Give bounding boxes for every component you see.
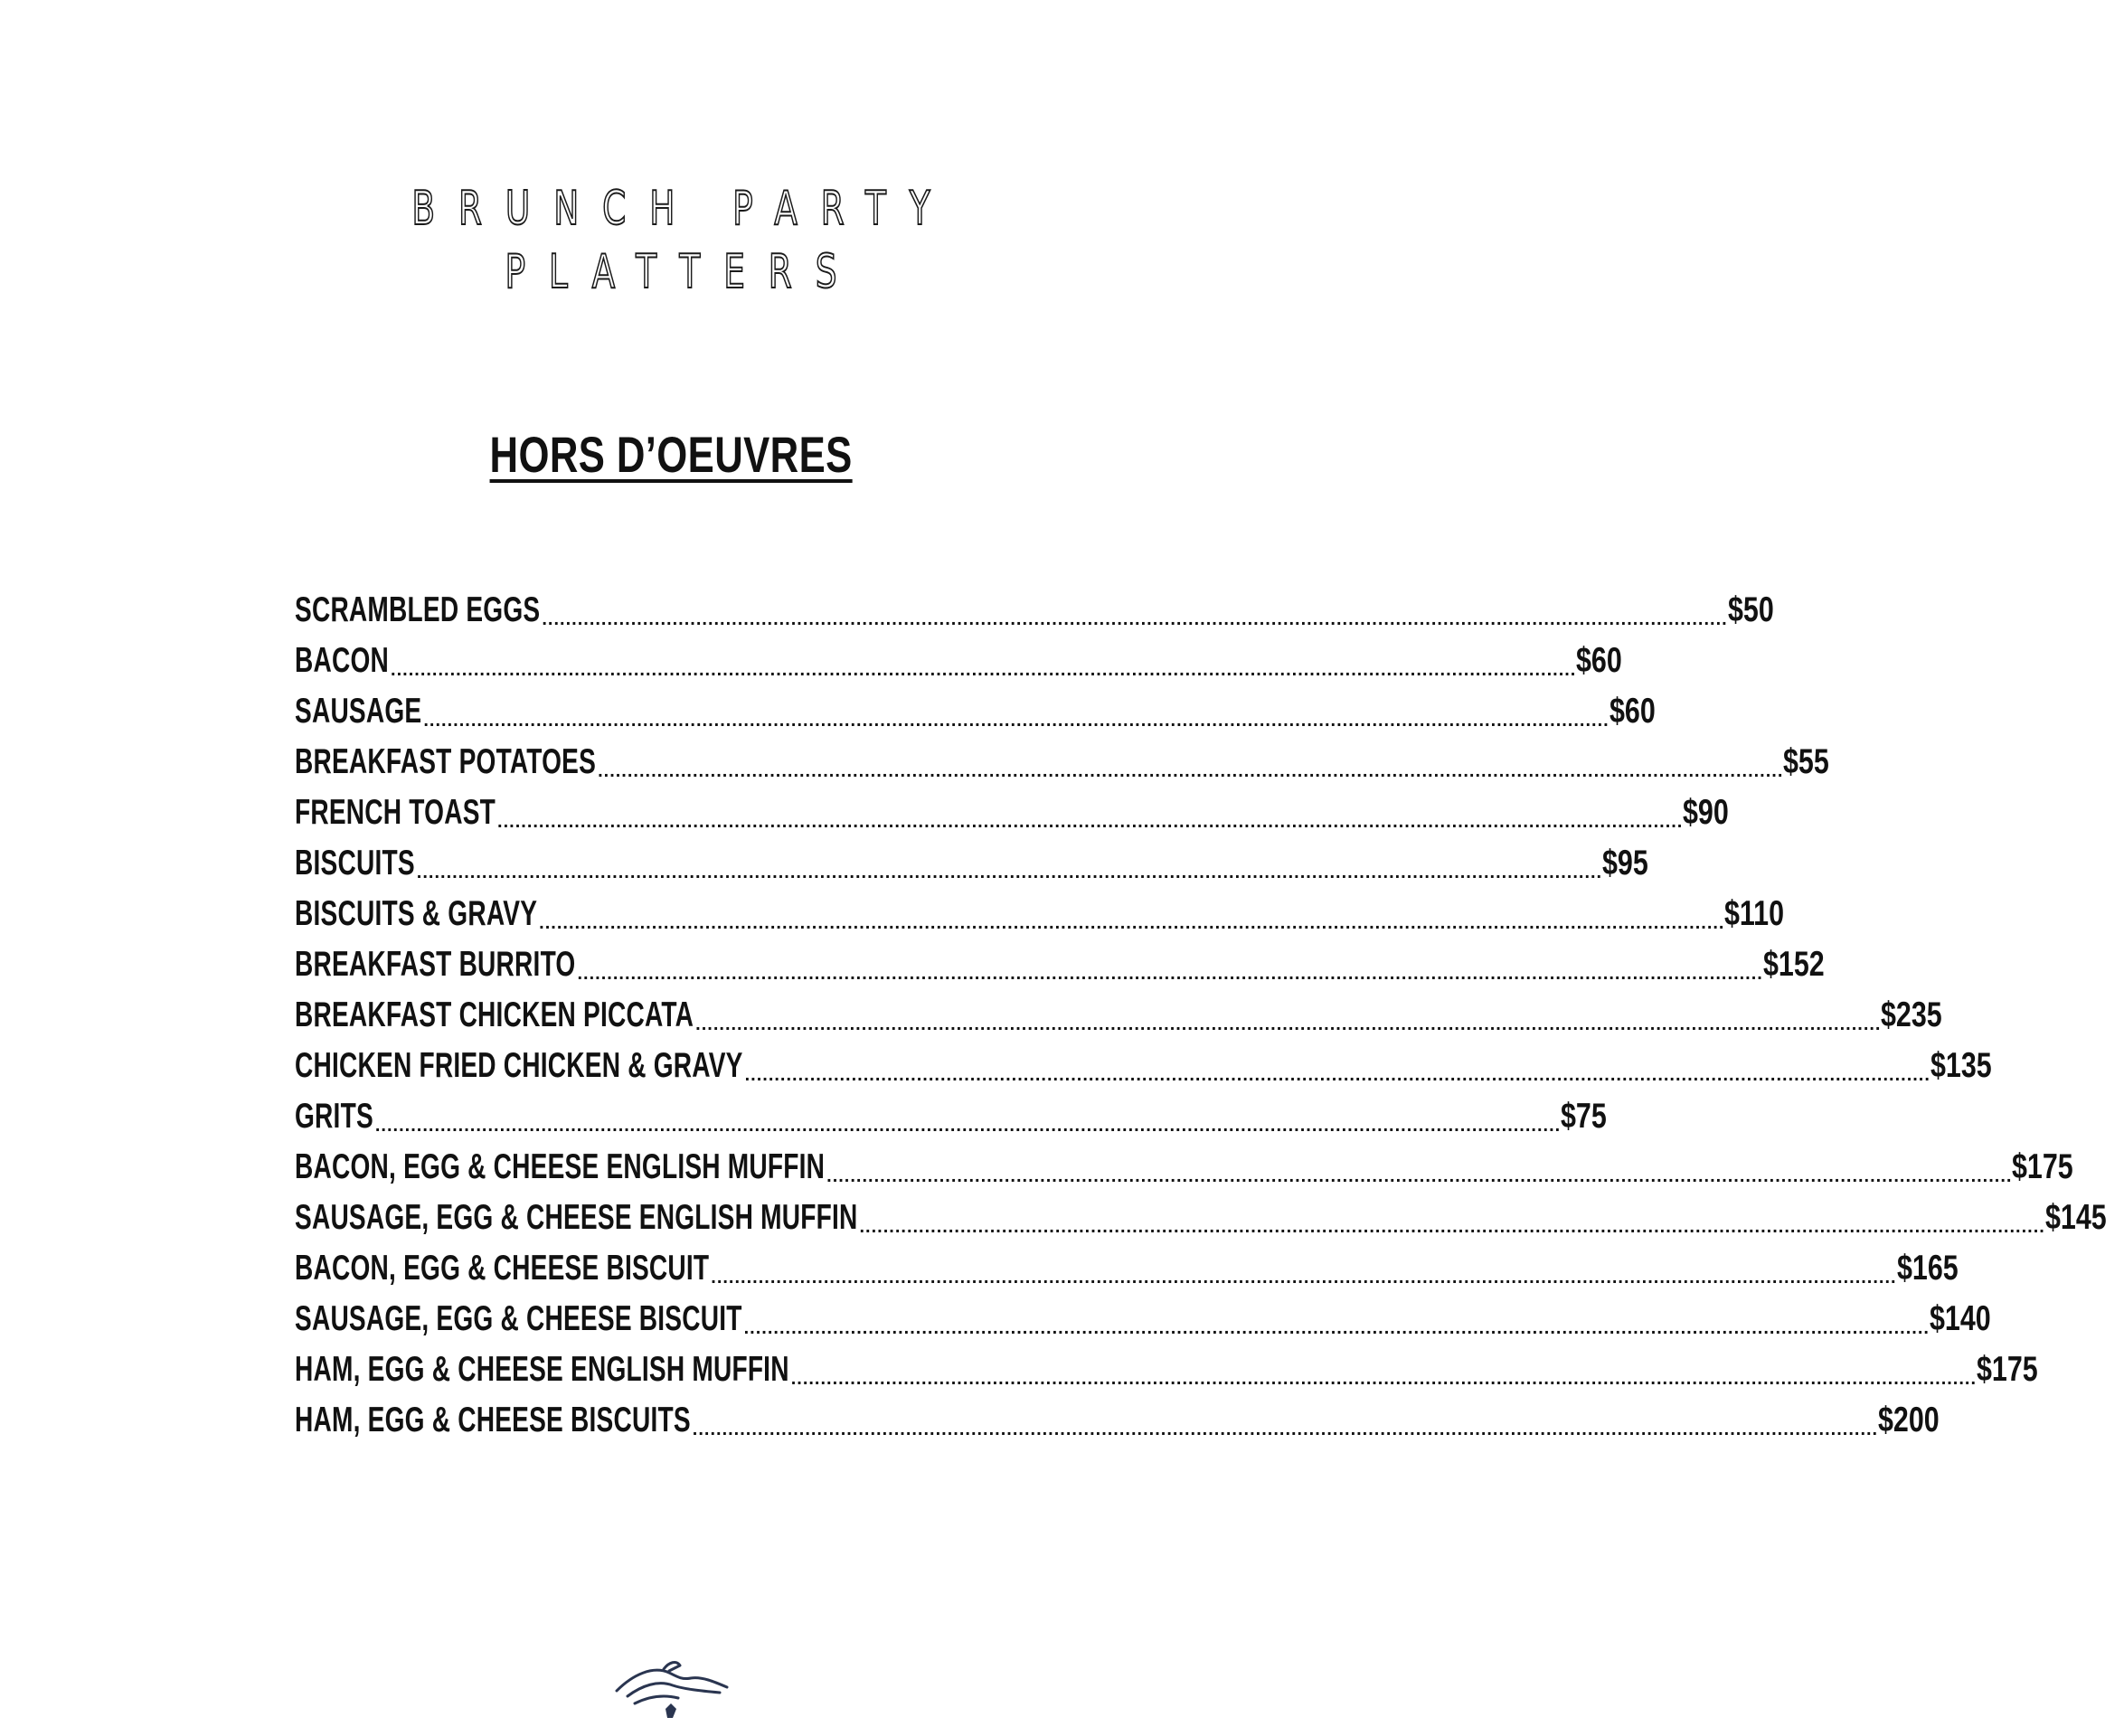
dot-leader: ........................................................................................................................................................................................................ <box>790 1369 1978 1389</box>
menu-item <box>295 692 1656 742</box>
dot-leader: ........................................................................................................................................................................................................ <box>542 609 1728 629</box>
menu-item-name: BACON <box>295 641 390 680</box>
menu-item-name-wrap <box>295 793 497 833</box>
menu-item-price-wrap <box>1930 1046 2009 1086</box>
menu-item <box>295 995 1943 1046</box>
dot-leader: ........................................................................................................................................................................................................ <box>859 1217 2045 1237</box>
dot-leader: ........................................................................................................................................................................................................ <box>695 1014 1882 1034</box>
menu-item-name-wrap <box>295 1046 745 1086</box>
menu-item-name-wrap <box>295 1198 859 1238</box>
bird-logo-icon <box>613 1651 731 1722</box>
menu-item-price-wrap <box>1977 1350 2055 1390</box>
menu-item <box>295 1350 2038 1401</box>
menu-item-price: $165 <box>1896 1249 1959 1288</box>
menu-item-price-wrap <box>1610 692 1668 731</box>
menu-item <box>295 1299 1991 1350</box>
menu-item <box>295 1198 2107 1249</box>
menu-item <box>295 1249 1959 1299</box>
title-line-1: BRUNCH PARTY <box>411 182 954 236</box>
dot-leader: ........................................................................................................................................................................................................ <box>391 660 1577 680</box>
menu-item-price: $60 <box>1576 641 1623 680</box>
menu-item <box>295 1046 1992 1097</box>
menu-item-price-wrap <box>1930 1299 2008 1339</box>
menu-item-price-wrap <box>1602 844 1661 883</box>
menu-item-name-wrap <box>295 894 539 934</box>
menu-item-price-wrap <box>1763 945 1842 985</box>
dot-leader: ........................................................................................................................................................................................................ <box>416 863 1603 882</box>
dot-leader: ........................................................................................................................................................................................................ <box>577 964 1763 984</box>
menu-item <box>295 1401 1940 1451</box>
dot-leader: ........................................................................................................................................................................................................ <box>539 913 1725 933</box>
menu-item-price: $55 <box>1783 742 1830 781</box>
menu-item-name: SAUSAGE <box>295 692 422 731</box>
menu-item-price-wrap <box>1724 894 1801 934</box>
menu-item <box>295 894 1785 945</box>
menu-item-price-wrap <box>1897 1249 1976 1288</box>
menu-item-name: SAUSAGE, EGG & CHEESE BISCUIT <box>295 1299 742 1338</box>
menu-list <box>295 590 2107 1451</box>
menu-item-price-wrap <box>1683 793 1742 833</box>
menu-item-price: $60 <box>1609 692 1656 731</box>
dot-leader: ........................................................................................................................................................................................................ <box>497 812 1684 832</box>
menu-item-name: BREAKFAST BURRITO <box>295 945 576 984</box>
menu-item <box>295 793 1730 844</box>
menu-item-price-wrap <box>1881 995 1959 1035</box>
menu-item-name-wrap <box>295 1401 693 1440</box>
menu-item-price: $90 <box>1683 793 1730 832</box>
menu-item-name: BACON, EGG & CHEESE BISCUIT <box>295 1249 710 1288</box>
menu-item-price: $200 <box>1878 1401 1940 1439</box>
menu-item-price-wrap <box>1878 1401 1957 1440</box>
dot-leader: ........................................................................................................................................................................................................ <box>711 1268 1897 1288</box>
menu-item-price-wrap <box>2012 1147 2091 1187</box>
menu-item-name: BREAKFAST CHICKEN PICCATA <box>295 995 694 1034</box>
menu-item <box>295 742 1830 793</box>
section-heading <box>0 425 1342 484</box>
menu-item-price: $75 <box>1561 1097 1607 1136</box>
menu-item-price: $152 <box>1762 945 1825 984</box>
menu-item-name-wrap <box>295 1097 375 1137</box>
menu-item <box>295 945 1825 995</box>
menu-item-price-wrap <box>1783 742 1842 782</box>
dot-leader: ........................................................................................................................................................................................................ <box>743 1318 1930 1338</box>
section-heading-text: HORS D’OEUVRES <box>489 426 853 483</box>
menu-item-name: BACON, EGG & CHEESE ENGLISH MUFFIN <box>295 1147 826 1186</box>
menu-item-name-wrap <box>295 995 695 1035</box>
page-title <box>0 177 1342 304</box>
dot-leader: ........................................................................................................................................................................................................ <box>692 1420 1879 1439</box>
title-line-2: PLATTERS <box>505 245 861 299</box>
menu-item-name: SAUSAGE, EGG & CHEESE ENGLISH MUFFIN <box>295 1198 858 1237</box>
menu-item-name: HAM, EGG & CHEESE BISCUITS <box>295 1401 691 1439</box>
menu-item-name: BREAKFAST POTATOES <box>295 742 597 781</box>
menu-item-name-wrap <box>295 1350 791 1390</box>
menu-item-price: $110 <box>1724 894 1785 933</box>
menu-item-price: $175 <box>2012 1147 2074 1186</box>
menu-item-name-wrap <box>295 590 542 630</box>
menu-item-name-wrap <box>295 1299 744 1339</box>
menu-item-name-wrap <box>295 945 577 985</box>
menu-item-price: $145 <box>2044 1198 2107 1237</box>
menu-item-name: BISCUITS <box>295 844 415 882</box>
menu-item-name: GRITS <box>295 1097 373 1136</box>
menu-item <box>295 590 1774 641</box>
dot-leader: ........................................................................................................................................................................................................ <box>744 1065 1930 1085</box>
menu-item-price: $50 <box>1727 590 1774 629</box>
menu-item-price-wrap <box>2045 1198 2124 1238</box>
menu-item-price: $175 <box>1977 1350 2038 1389</box>
menu-item-price: $235 <box>1881 995 1943 1034</box>
menu-item-name-wrap <box>295 742 598 782</box>
menu-item-name-wrap <box>295 641 391 681</box>
menu-item-price-wrap <box>1561 1097 1619 1137</box>
menu-item-price: $95 <box>1602 844 1648 882</box>
dot-leader: ........................................................................................................................................................................................................ <box>598 761 1784 781</box>
menu-item-price: $135 <box>1930 1046 1992 1085</box>
menu-item <box>295 1097 1607 1147</box>
menu-item-name: BISCUITS & GRAVY <box>295 894 538 933</box>
menu-item-name-wrap <box>295 692 423 731</box>
dot-leader: ........................................................................................................................................................................................................ <box>826 1166 2013 1186</box>
menu-item-name-wrap <box>295 1147 826 1187</box>
menu-item-name-wrap <box>295 844 417 883</box>
menu-item-name: CHICKEN FRIED CHICKEN & GRAVY <box>295 1046 743 1085</box>
menu-item-name-wrap <box>295 1249 711 1288</box>
menu-item-price-wrap <box>1576 641 1635 681</box>
menu-item <box>295 641 1623 692</box>
menu-item-price: $140 <box>1929 1299 1991 1338</box>
dot-leader: ........................................................................................................................................................................................................ <box>374 1116 1562 1136</box>
menu-item <box>295 1147 2074 1198</box>
menu-item-name: SCRAMBLED EGGS <box>295 590 541 629</box>
dot-leader: ........................................................................................................................................................................................................ <box>423 711 1610 731</box>
menu-item <box>295 844 1648 894</box>
menu-item-name: HAM, EGG & CHEESE ENGLISH MUFFIN <box>295 1350 789 1389</box>
menu-item-price-wrap <box>1728 590 1787 630</box>
menu-item-name: FRENCH TOAST <box>295 793 496 832</box>
